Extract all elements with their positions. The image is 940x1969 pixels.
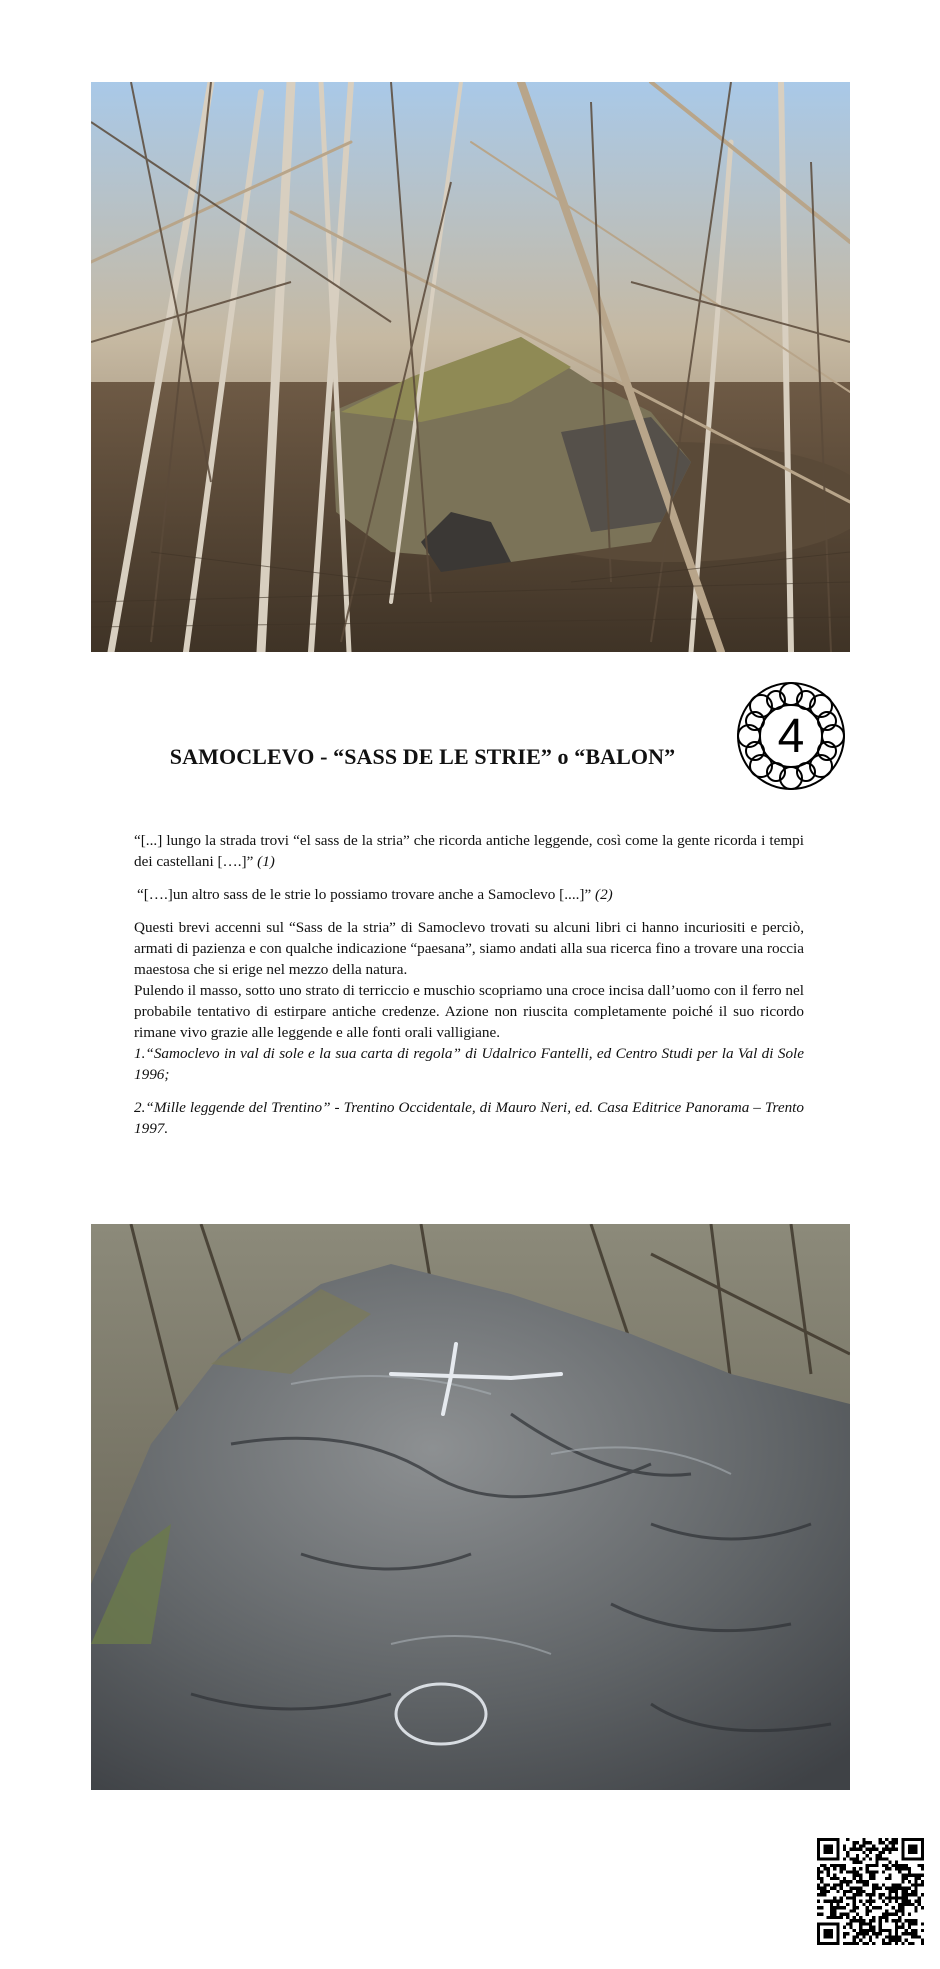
badge-number: 4 bbox=[777, 709, 805, 763]
reference-2: 2.“Mille leggende del Trentino” - Trentino Occidentale, di Mauro Neri, ed. Casa Editrice Panorama – Trento 1997. bbox=[134, 1099, 804, 1137]
qr-code-icon[interactable] bbox=[817, 1838, 924, 1945]
quote-2-text: “[….]un altro sass de le strie lo possiamo trovare anche a Samoclevo [....]” bbox=[137, 886, 592, 903]
body-text bbox=[134, 830, 804, 1139]
celtic-knot-icon bbox=[735, 680, 847, 792]
quote-1-text: “[...] lungo la strada trovi “el sass de la stria” che ricorda antiche leggende, così come la gente ricorda i tempi dei castellani [….]” bbox=[134, 832, 804, 870]
quote-2 bbox=[134, 884, 804, 905]
paragraph-2: Pulendo il masso, sotto uno strato di terriccio e muschio scopriamo una croce incisa dall’uomo con il ferro nel probabile tentativo di estirpare antiche credenze. Azione non riuscita completamente poiché il suo ricordo rimane vivo grazie alle leggende e alle fonti orali valligiane. bbox=[134, 982, 804, 1041]
forest-boulder-photo bbox=[91, 82, 850, 652]
quote-2-ref: (2) bbox=[595, 886, 613, 903]
paragraph-1: Questi brevi accenni sul “Sass de la stria” di Samoclevo trovati su alcuni libri ci hanno incuriositi e perciò, armati di pazienza e con qualche indicazione “paesana”, siamo andati alla sua ricerca fino a trovare una roccia maestosa che si erige nel mezzo della natura. bbox=[134, 919, 804, 978]
quote-1-ref: (1) bbox=[257, 853, 275, 870]
page-title: SAMOCLEVO - “SASS DE LE STRIE” o “BALON” bbox=[169, 744, 676, 769]
rock-carved-cross-photo bbox=[91, 1224, 850, 1790]
reference-1: 1.“Samoclevo in val di sole e la sua carta di regola” di Udalrico Fantelli, ed Centro Studi per la Val di Sole 1996; bbox=[134, 1045, 804, 1083]
quote-1 bbox=[134, 830, 804, 872]
